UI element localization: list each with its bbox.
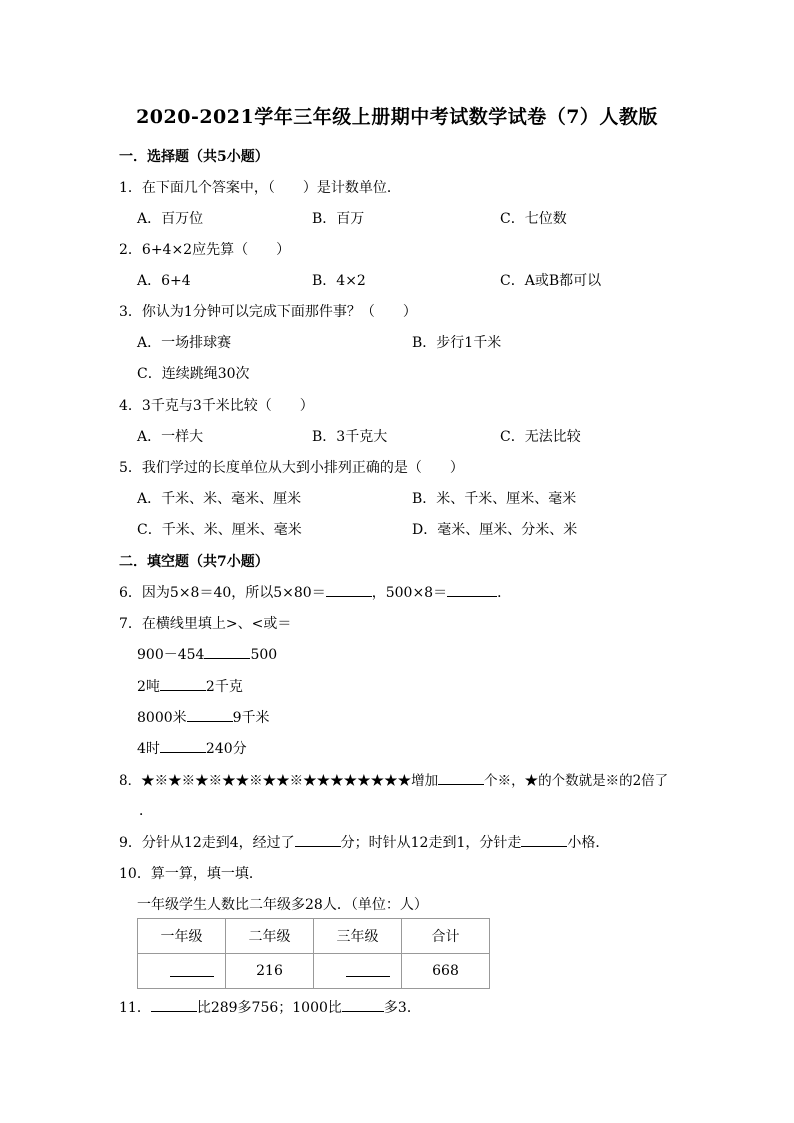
q9-text-2: 分；时针从12走到1，分针走 bbox=[340, 835, 522, 851]
q8-blank[interactable] bbox=[438, 770, 484, 785]
q2-option-a: A．6+4 bbox=[137, 273, 191, 289]
q8-text-1: 8．★※★※★※★★※★★※★★★★★★★★增加 bbox=[119, 773, 439, 789]
q7-blank-4[interactable] bbox=[160, 738, 206, 753]
section-choice-heading: 一．选择题（共5小题） bbox=[119, 149, 269, 165]
cell-grade-1[interactable] bbox=[138, 954, 226, 989]
grade-count-table bbox=[137, 918, 490, 989]
q8-period: ． bbox=[139, 803, 153, 819]
q11-text-1: 11． bbox=[119, 1000, 151, 1016]
q7-row-3 bbox=[137, 707, 270, 727]
cell-grade-3[interactable] bbox=[314, 954, 402, 989]
q8-text-2: 个※，★的个数就是※的2倍了 bbox=[484, 773, 669, 789]
q7-blank-3[interactable] bbox=[187, 707, 233, 722]
q4-stem: 4．3千克与3千米比较（ ） bbox=[119, 398, 314, 414]
q5-option-b: B．米、千米、厘米、毫米 bbox=[412, 491, 577, 507]
header-grade-3: 三年级 bbox=[314, 919, 402, 954]
q11-blank-1[interactable] bbox=[151, 997, 197, 1012]
q4-option-b: B．3千克大 bbox=[312, 429, 388, 445]
q7-row-2-right: 2千克 bbox=[205, 679, 243, 695]
cell-grade-1-blank[interactable] bbox=[170, 962, 214, 977]
q5-option-a: A．千米、米、毫米、厘米 bbox=[137, 491, 302, 507]
header-total: 合计 bbox=[402, 919, 490, 954]
q7-row-2-left: 2吨 bbox=[137, 679, 160, 695]
q5-stem: 5．我们学过的长度单位从大到小排列正确的是（ ） bbox=[119, 460, 464, 476]
q9-blank-1[interactable] bbox=[295, 832, 341, 847]
cell-grade-2: 216 bbox=[226, 954, 314, 989]
q6-blank-1[interactable] bbox=[326, 582, 372, 597]
q11-text-3: 多3． bbox=[383, 1000, 421, 1016]
q2-option-b: B．4×2 bbox=[312, 273, 366, 289]
q1-option-a: A．百万位 bbox=[137, 211, 204, 227]
section-fill-heading: 二．填空题（共7小题） bbox=[119, 554, 269, 570]
q10-stem: 10．算一算，填一填． bbox=[119, 866, 263, 882]
q6-blank-2[interactable] bbox=[447, 582, 497, 597]
q4-option-a: A．一样大 bbox=[137, 429, 204, 445]
q7-row-4-right: 240分 bbox=[205, 741, 247, 757]
q7-row-3-left: 8000米 bbox=[137, 710, 187, 726]
q11-text-2: 比289多756；1000比 bbox=[196, 1000, 342, 1016]
q6-text-2: ，500×8＝ bbox=[371, 585, 448, 601]
q7-row-3-right: 9千米 bbox=[232, 710, 270, 726]
q7-row-4-left: 4时 bbox=[137, 741, 160, 757]
cell-total: 668 bbox=[402, 954, 490, 989]
q7-row-2 bbox=[137, 676, 243, 696]
q9-line bbox=[119, 832, 609, 852]
q6-line bbox=[119, 582, 511, 602]
q1-option-b: B．百万 bbox=[312, 211, 365, 227]
q7-blank-2[interactable] bbox=[160, 676, 206, 691]
q1-option-c: C．七位数 bbox=[500, 211, 567, 227]
cell-grade-3-blank[interactable] bbox=[346, 962, 390, 977]
q6-text-1: 6．因为5×8＝40，所以5×80＝ bbox=[119, 585, 326, 601]
table-row bbox=[138, 954, 490, 989]
q3-option-c: C．连续跳绳30次 bbox=[137, 366, 250, 382]
q11-line bbox=[119, 997, 421, 1017]
q3-stem: 3．你认为1分钟可以完成下面那件事？（ ） bbox=[119, 304, 417, 320]
q2-option-c: C．A或B都可以 bbox=[500, 273, 602, 289]
q10-description: 一年级学生人数比二年级多28人．（单位：人） bbox=[137, 897, 428, 913]
q3-option-b: B．步行1千米 bbox=[412, 335, 502, 351]
q7-stem: 7．在横线里填上>、<或＝ bbox=[119, 616, 292, 632]
q9-text-1: 9．分针从12走到4，经过了 bbox=[119, 835, 295, 851]
q1-stem: 1．在下面几个答案中，（ ）是计数单位． bbox=[119, 180, 401, 196]
q11-blank-2[interactable] bbox=[342, 997, 384, 1012]
q6-text-3: ． bbox=[497, 585, 512, 601]
q3-option-a: A．一场排球赛 bbox=[137, 335, 232, 351]
header-grade-1: 一年级 bbox=[138, 919, 226, 954]
q7-row-1 bbox=[137, 644, 277, 664]
q9-blank-2[interactable] bbox=[521, 832, 567, 847]
q5-option-d: D．毫米、厘米、分米、米 bbox=[412, 522, 578, 538]
header-grade-2: 二年级 bbox=[226, 919, 314, 954]
q2-stem: 2．6+4×2应先算（ ） bbox=[119, 242, 291, 258]
q7-row-4 bbox=[137, 738, 247, 758]
q7-blank-1[interactable] bbox=[204, 644, 250, 659]
q7-row-1-left: 900－454 bbox=[137, 647, 205, 663]
table-header-row bbox=[138, 919, 490, 954]
q5-option-c: C．千米、米、厘米、毫米 bbox=[137, 522, 302, 538]
q9-text-3: 小格． bbox=[567, 835, 610, 851]
q4-option-c: C．无法比较 bbox=[500, 429, 581, 445]
q7-row-1-right: 500 bbox=[250, 647, 278, 663]
q8-line bbox=[119, 769, 668, 789]
exam-title: 2020-2021学年三年级上册期中考试数学试卷（7）人教版 bbox=[136, 106, 658, 128]
